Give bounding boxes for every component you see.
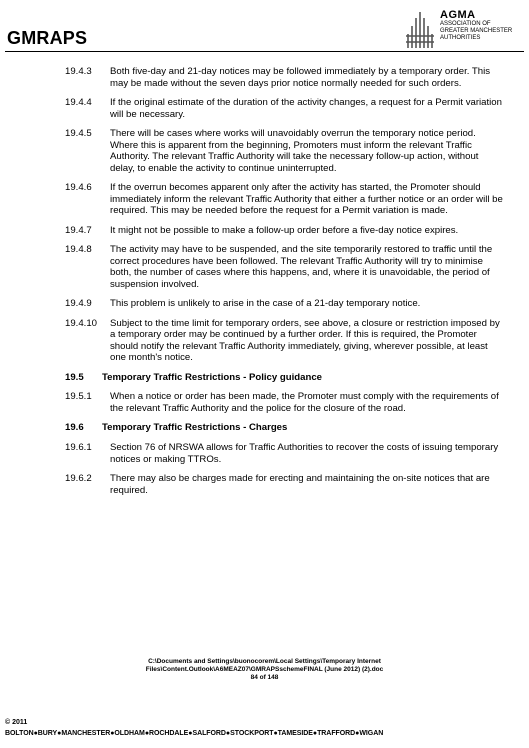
copyright: © 2011 [5,719,28,726]
paragraph-number: 19.6.2 [65,473,92,484]
paragraph [65,473,505,496]
page-number: 84 of 148 [250,674,279,682]
paragraph-number: 19.4.4 [65,96,92,108]
paragraph-text: If the original estimate of the duration of the activity changes, a request for a Permit variation will be necessary. [110,96,502,120]
header-title: GMRAPS [7,28,88,48]
section-number: 19.5 [65,371,84,383]
paragraph-number: 19.4.3 [65,66,92,77]
footer-path-line-1: C:\Documents and Settings\buonocorem\Local Settings\Temporary Internet [148,658,381,665]
paragraph [65,298,505,310]
section-heading-19-5 [65,372,505,384]
paragraph-number: 19.4.5 [65,127,92,139]
logo-sub-2: GREATER MANCHESTER [440,28,513,34]
paragraph-number: 19.4.10 [65,317,98,329]
paragraph-text: It might not be possible to make a follow-up order before a five-day notice expires. [110,224,459,236]
footer-file-path [0,658,529,683]
paragraph [65,182,505,217]
paragraph [65,244,505,290]
section-title: Temporary Traffic Restrictions - Policy guidance [102,371,323,383]
paragraph [65,128,505,174]
paragraph [65,391,505,414]
paragraph-number: 19.4.6 [65,182,92,194]
paragraph [65,225,505,237]
section-title: Temporary Traffic Restrictions - Charges [102,422,288,434]
paragraph-text: This problem is unlikely to arise in the case of a 21-day temporary notice. [110,298,421,310]
paragraph [65,97,505,120]
paragraph-text: If the overrun becomes apparent only after the activity has started, the Promoter should immediately inform the relevant Traffic Authority that either a further notice or an order will be required. This may be needed before the request for a Permit variation is made. [110,182,503,217]
agma-logo [402,6,524,50]
agma-logo-icon [402,6,436,50]
paragraph-number: 19.4.9 [65,298,92,310]
paragraph-text: When a notice or order has been made, the Promoter must comply with the requirements of the relevant Traffic Authority and the police for the closure of the road. [110,391,499,415]
paragraph-text: Section 76 of NRSWA allows for Traffic Authorities to recover the costs of issuing temporary notices or making TTROs. [110,442,499,465]
paragraph-number: 19.4.7 [65,224,92,236]
paragraph-text: Both five-day and 21-day notices may be followed immediately by a temporary order. This may be made without the seven days prior notice normally needed for such orders. [110,66,491,89]
document-body [65,66,505,504]
paragraph-text: The activity may have to be suspended, and the site temporarily restored to traffic until the correct procedures have been followed. The relevant Traffic Authority will try to minimise both, the number of cases where this happens, and, where it is unavoidable, the period of suspension involved. [110,244,493,290]
paragraph [65,318,505,364]
logo-sub-3: AUTHORITIES [440,35,481,41]
paragraph-number: 19.4.8 [65,244,92,256]
footer-path-line-2: Files\Content.Outlook\A6MEAZ07\GMRAPSschemeFINAL (June 2012) (2).doc [145,666,384,674]
paragraph-text: There may also be charges made for erecting and maintaining the on-site notices that are required. [110,473,490,496]
paragraph-text: Subject to the time limit for temporary orders, see above, a closure or restriction imposed by a temporary order may be continued by a further order. If this is required, the Promoter should notify the relevant Traffic Authority immediately, giving, wherever possible, at least one month's notice. [110,317,500,364]
paragraph-number: 19.6.1 [65,442,92,454]
section-number: 19.6 [65,422,84,434]
footer-towns: BOLTON●BURY●MANCHESTER●OLDHAM●ROCHDALE●SALFORD●STOCKPORT●TAMESIDE●TRAFFORD●WIGAN [5,730,384,737]
paragraph-text: There will be cases where works will unavoidably overrun the temporary notice period. Where this is apparent from the beginning, Promoters must inform the relevant Traffic Authority. The relevant Traffic Authority will take the necessary follow-up action, without delay, to enable the activity to continue uninterrupted. [110,127,479,174]
logo-sub-1: ASSOCIATION OF [440,21,491,27]
paragraph [65,66,505,89]
paragraph [65,442,505,465]
section-heading-19-6 [65,422,505,434]
paragraph-number: 19.5.1 [65,391,92,403]
header-divider [5,51,524,52]
logo-name: AGMA [440,9,476,21]
